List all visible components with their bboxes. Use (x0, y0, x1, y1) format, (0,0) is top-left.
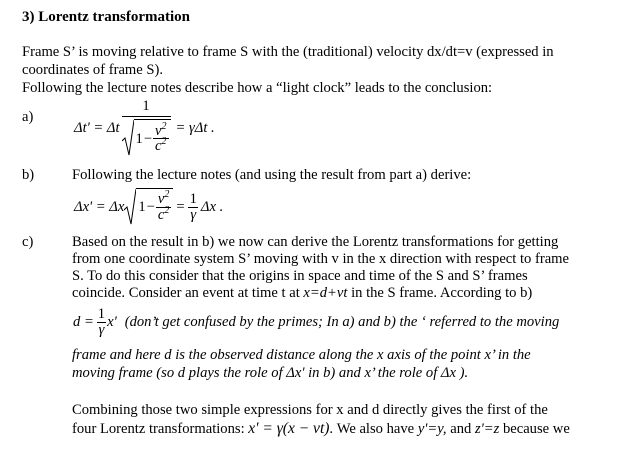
part-a-label: a) (22, 109, 34, 125)
part-a-rhs: = γΔt . (175, 119, 215, 136)
part-b-one: 1 (138, 199, 146, 216)
intro-line-2: coordinates of frame S). (22, 62, 164, 78)
part-a-frac-num: 1 (142, 97, 150, 114)
part-b-minus: − (146, 199, 155, 216)
part-c-line-1: Based on the result in b) we now can derive the Lorentz transformations for getting (72, 234, 559, 250)
eq-gamma: γ (98, 321, 105, 338)
part-b-equals: = (176, 198, 185, 215)
combine-line-1: Combining those two simple expressions for x and d directly gives the first of the (72, 402, 548, 418)
part-c-label: c) (22, 234, 34, 250)
part-b-c: c (157, 207, 165, 223)
eq-note: (don’t get confused by the primes; In a) and b) the ‘ referred to the moving (124, 313, 560, 330)
part-a-one: 1 (135, 130, 143, 147)
eq-x-prime: x' (107, 313, 117, 330)
part-c-line-2: from one coordinate system S’ moving with v in the x direction with respect to frame (72, 251, 570, 267)
z-eq: z'=z (474, 421, 500, 437)
part-b-text: Following the lecture notes (and using the result from part a) derive: (72, 167, 472, 183)
part-c-equation (73, 302, 559, 342)
part-b-v: v (157, 191, 165, 208)
part-b-sqrt: 1 − $\frac{v^2}{c^2}$ (124, 188, 173, 226)
part-a-sqrt: 1 − $\frac{v^2}{c^2}$ (122, 119, 171, 157)
part-a-equation (74, 93, 215, 163)
part-a-minus: − (143, 130, 153, 147)
part-a-lhs: Δt' = Δt (74, 119, 120, 136)
intro-line-3: Following the lecture notes describe how a “light clock” leads to the conclusion: (22, 80, 493, 96)
eq-d: d = (73, 313, 94, 330)
event-position: x=d+vt (303, 285, 348, 301)
note-line-3: moving frame (so d plays the role of Δx' in b) and x’ the role of Δx ). (72, 365, 469, 381)
part-b-frac-num: 1 (189, 190, 197, 207)
intro-line-1: Frame S’ is moving relative to frame S with the (traditional) velocity dx/dt=v (expressed in (22, 44, 554, 60)
part-c-line-4: coincide. Consider an event at time t at x=d+vt in the S frame. According to b) (72, 285, 533, 301)
part-a-v: v (155, 122, 162, 139)
part-a-c: c (155, 138, 162, 155)
part-c-line-3: S. To do this consider that the origins in space and time of the S and S’ frames (72, 268, 528, 284)
part-b-lhs: Δx' = Δx (74, 198, 125, 215)
part-b-equation (74, 185, 223, 229)
part-b-gamma-fraction (188, 192, 199, 222)
part-a-fraction (122, 99, 171, 158)
part-b-label: b) (22, 167, 35, 183)
section-heading: 3) Lorentz transformation (22, 9, 191, 25)
part-b-rhs: Δx . (200, 198, 224, 215)
eq-gamma-fraction (96, 307, 107, 337)
y-eq: y'=y, (417, 421, 447, 437)
sqrt-sign-icon (122, 119, 134, 157)
part-b-gamma: γ (190, 206, 197, 223)
combine-line-2: four Lorentz transformations: x' = γ(x − vt). We also have y'=y, and z'=z because we (72, 420, 570, 437)
lorentz-x-eq: x' = γ(x − vt) (248, 420, 330, 437)
note-line-2: frame and here d is the observed distance along the x axis of the point x’ in the (72, 347, 531, 363)
eq-frac-num: 1 (97, 305, 106, 322)
sqrt-sign-icon (124, 188, 136, 226)
